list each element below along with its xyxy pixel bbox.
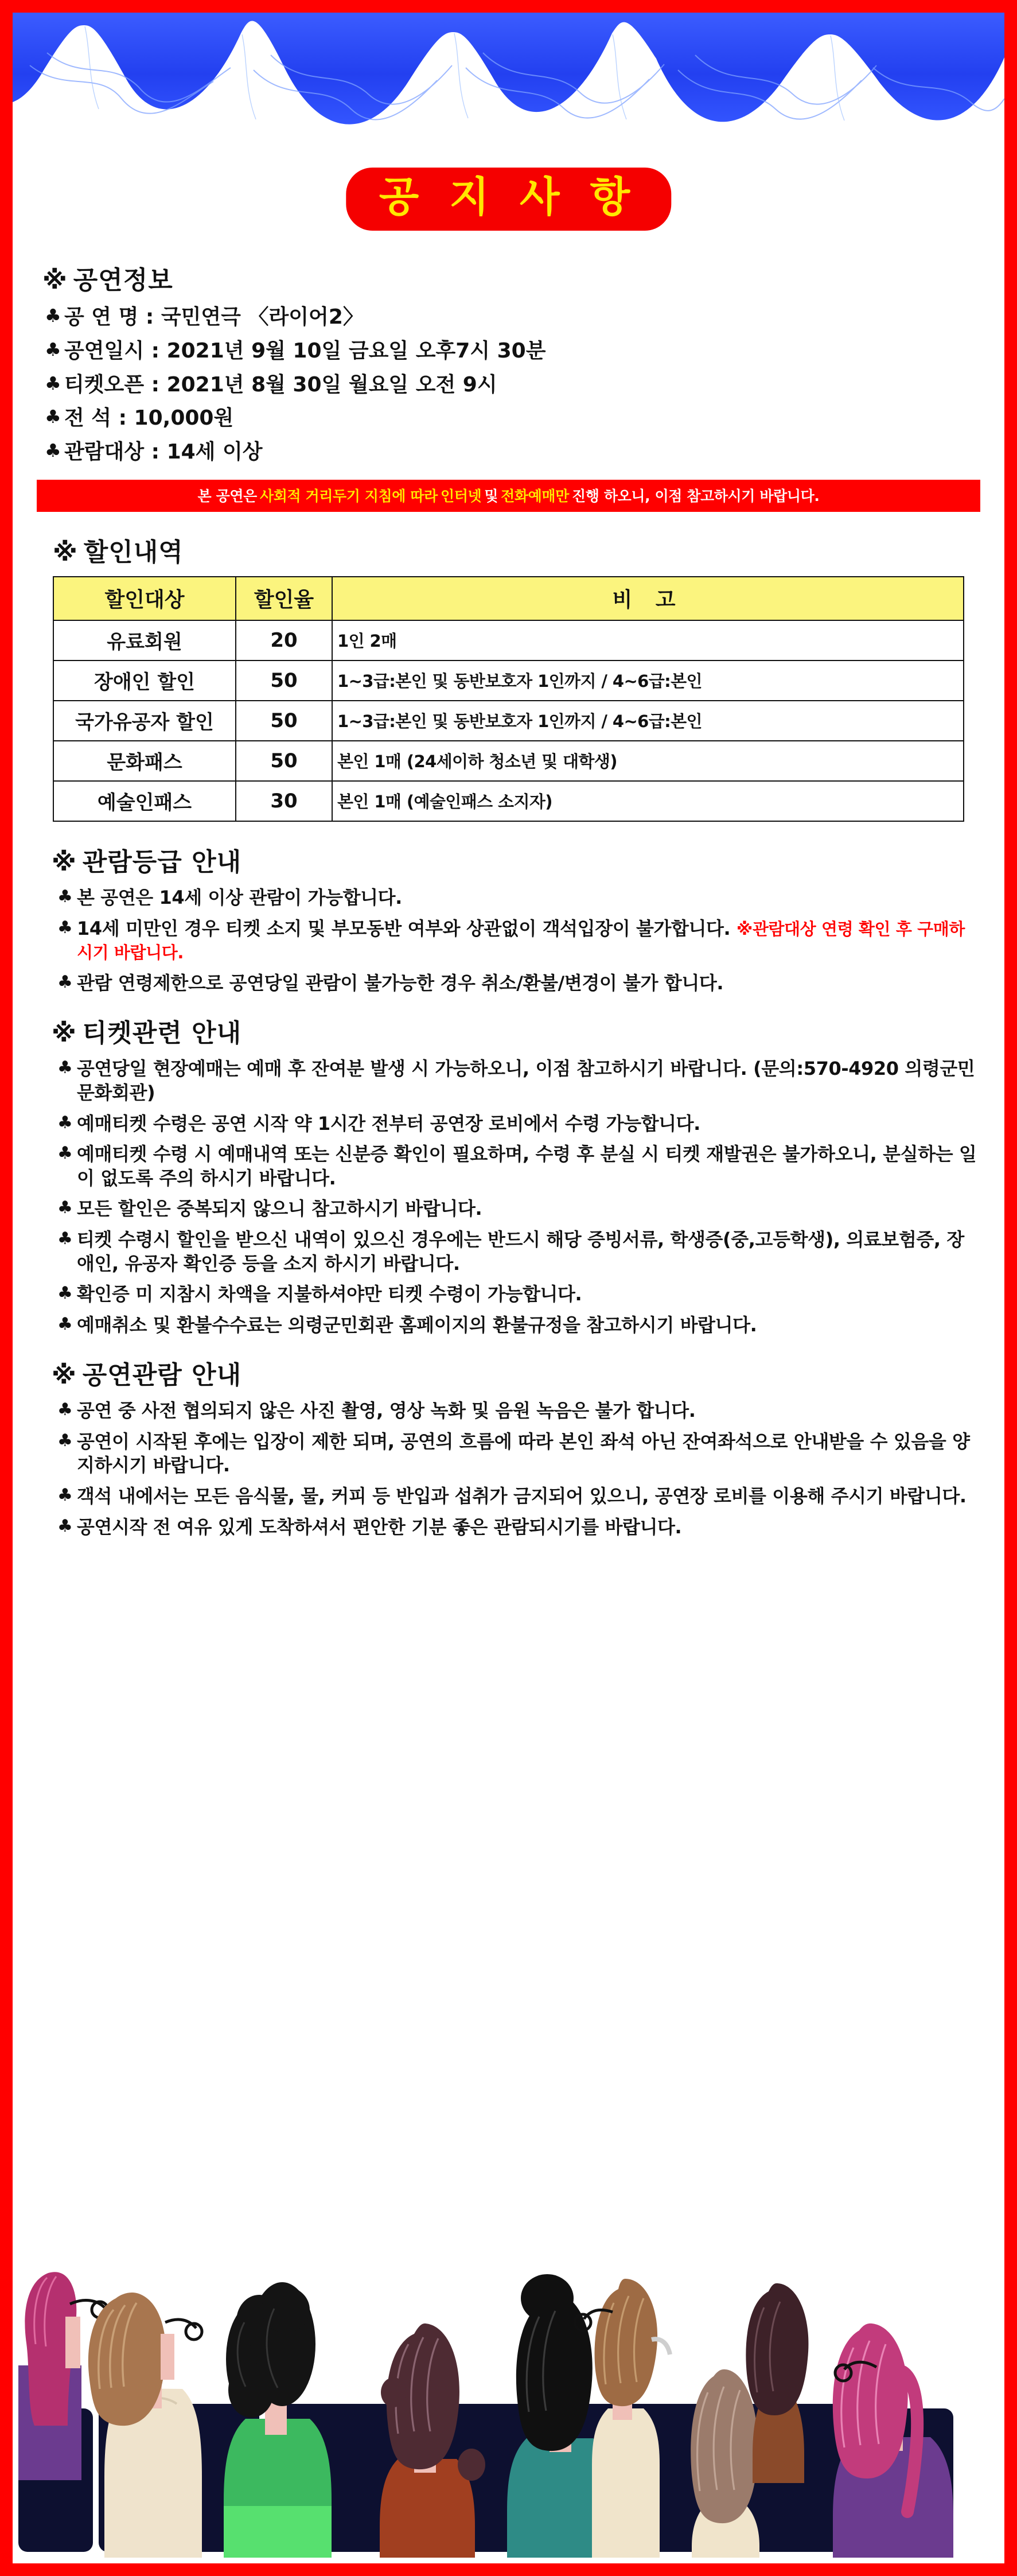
list-item [57, 1516, 980, 1540]
ticket-item-3: 모든 할인은 중복되지 않으니 참고하시기 바랍니다. [77, 1198, 482, 1220]
table-row [53, 781, 964, 821]
table-row [53, 620, 964, 660]
list-item [45, 304, 980, 331]
club-bullet-icon: ♣ [57, 1283, 73, 1304]
list-item [57, 972, 980, 996]
show-info-age: 관람대상 : 14세 이상 [64, 440, 263, 464]
covid-notice-part3: 인터넷 [440, 487, 482, 504]
rating-item-1-text: 14세 미만인 경우 티켓 소지 및 부모동반 여부와 상관없이 객석입장이 불가합니다. [77, 917, 737, 939]
section-mark-icon: ※ [52, 1019, 77, 1048]
covid-notice-part4: 및 [484, 487, 498, 504]
club-bullet-icon: ♣ [57, 1400, 73, 1420]
show-info-title: 공 연 명 : 국민연극 〈라이어2〉 [64, 305, 364, 329]
show-info-ticket-open: 티켓오픈 : 2021년 8월 30일 월요일 오전 9시 [64, 372, 497, 397]
ticket-item-5: 확인증 미 지참시 차액을 지불하셔야만 티켓 수령이 가능합니다. [77, 1283, 582, 1306]
table-row [53, 741, 964, 781]
list-item [45, 372, 980, 399]
covid-notice-part5: 전화예매만 [501, 487, 569, 504]
rating-item-0: 본 공연은 14세 이상 관람이 가능합니다. [77, 886, 402, 908]
club-bullet-icon: ♣ [45, 406, 61, 428]
covid-notice-part6: 진행 하오니, 이점 참고하시기 바랍니다. [572, 487, 820, 504]
viewing-item-1: 공연이 시작된 후에는 입장이 제한 되며, 공연의 흐름에 따라 본인 좌석 아닌 잔여좌석으로 안내받을 수 있음을 양지하시기 바랍니다. [77, 1430, 970, 1477]
section-show-info [37, 259, 980, 466]
section-rating-heading-label: 관람등급 안내 [82, 847, 242, 877]
cell-rate: 50 [236, 660, 332, 701]
cell-rate: 30 [236, 781, 332, 821]
club-bullet-icon: ♣ [57, 972, 73, 992]
list-item [57, 1314, 980, 1338]
col-header-target: 할인대상 [53, 577, 236, 620]
covid-notice-banner [37, 480, 980, 512]
rating-list [49, 886, 980, 995]
list-item [57, 886, 980, 910]
club-bullet-icon: ♣ [57, 1112, 73, 1133]
section-viewing-heading [52, 1354, 980, 1391]
viewing-item-3: 공연시작 전 여유 있게 도착하셔서 편안한 기분 좋은 관람되시기를 바랍니다. [77, 1516, 682, 1538]
section-show-info-heading-label: 공연정보 [73, 266, 173, 295]
list-item [57, 1485, 980, 1509]
discount-table [53, 576, 964, 822]
cell-rate: 20 [236, 620, 332, 660]
viewing-item-2: 객석 내에서는 모든 음식물, 물, 커피 등 반입과 섭취가 금지되어 있으니, 공연장 로비를 이용해 주시기 바랍니다. [77, 1485, 967, 1507]
col-header-remark: 비 고 [332, 577, 964, 620]
cell-remark: 1~3급:본인 및 동반보호자 1인까지 / 4~6급:본인 [332, 660, 964, 701]
table-row [53, 701, 964, 741]
list-item [45, 338, 980, 365]
cell-remark: 1인 2매 [332, 620, 964, 660]
table-row [53, 660, 964, 701]
ticket-item-4: 티켓 수령시 할인을 받으신 내역이 있으신 경우에는 반드시 해당 증빙서류, 학생증(중,고등학생), 의료보험증, 장애인, 유공자 확인증 등을 소지 하시기 바랍니다. [77, 1228, 964, 1275]
club-bullet-icon: ♣ [45, 440, 61, 462]
list-item [57, 1228, 980, 1276]
list-item [57, 1283, 980, 1307]
cell-remark: 본인 1매 (24세이하 청소년 및 대학생) [332, 741, 964, 781]
cell-rate: 50 [236, 701, 332, 741]
cell-target: 예술인패스 [53, 781, 236, 821]
table-header-row [53, 577, 964, 620]
list-item [45, 439, 980, 466]
club-bullet-icon: ♣ [57, 1228, 73, 1249]
section-viewing [37, 1354, 980, 1539]
rating-item-1-red-note: ※관람대상 연령 확인 후 구매하시기 바랍니다. [77, 919, 965, 963]
rating-item-2: 관람 연령제한으로 공연당일 관람이 불가능한 경우 취소/환불/변경이 불가 합니다. [77, 972, 724, 994]
cell-target: 문화패스 [53, 741, 236, 781]
club-bullet-icon: ♣ [57, 1143, 73, 1164]
viewing-item-0: 공연 중 사전 협의되지 않은 사진 촬영, 영상 녹화 및 음원 녹음은 불가 합니다. [77, 1400, 696, 1422]
section-mark-icon: ※ [52, 847, 77, 877]
show-info-price: 전 석 : 10,000원 [64, 406, 234, 430]
club-bullet-icon: ♣ [45, 338, 61, 360]
club-bullet-icon: ♣ [57, 1058, 73, 1078]
list-item [57, 1399, 980, 1423]
section-mark-icon: ※ [53, 537, 78, 567]
discount-table-body [53, 620, 964, 821]
section-viewing-heading-label: 공연관람 안내 [82, 1361, 242, 1390]
list-item [57, 917, 980, 965]
club-bullet-icon: ♣ [57, 1516, 73, 1536]
curtain-icon [13, 13, 1004, 156]
ticket-item-2: 예매티켓 수령 시 예매내역 또는 신분증 확인이 필요하며, 수령 후 분실 시 티켓 재발권은 불가하오니, 분실하는 일이 없도록 주의 하시기 바랍니다. [77, 1143, 977, 1189]
section-ticket-heading-label: 티켓관련 안내 [82, 1019, 242, 1048]
stage-curtain-decoration [13, 13, 1004, 156]
section-discount-heading [53, 531, 980, 568]
audience-icon [13, 2236, 1004, 2563]
section-ticket [37, 1012, 980, 1337]
poster-content [13, 259, 1004, 1546]
section-rating-heading [52, 841, 980, 878]
section-rating [37, 841, 980, 995]
cell-remark: 1~3급:본인 및 동반보호자 1인까지 / 4~6급:본인 [332, 701, 964, 741]
audience-illustration [13, 2236, 1004, 2563]
ticket-item-0: 공연당일 현장예매는 예매 후 잔여분 발생 시 가능하오니, 이점 참고하시기 바랍니다. (문의:570-4920 의령군민문화회관) [77, 1058, 975, 1104]
club-bullet-icon: ♣ [57, 886, 73, 907]
cell-target: 장애인 할인 [53, 660, 236, 701]
cell-rate: 50 [236, 741, 332, 781]
list-item [57, 1430, 980, 1478]
club-bullet-icon: ♣ [45, 372, 61, 394]
list-item [57, 1143, 980, 1190]
cell-remark: 본인 1매 (예술인패스 소지자) [332, 781, 964, 821]
show-info-datetime: 공연일시 : 2021년 9월 10일 금요일 오후7시 30분 [64, 339, 546, 363]
cell-target: 국가유공자 할인 [53, 701, 236, 741]
list-item [57, 1057, 980, 1105]
page-title: 공 지 사 항 [379, 173, 638, 221]
section-show-info-heading [42, 259, 980, 296]
section-mark-icon: ※ [52, 1361, 77, 1390]
section-discount [37, 531, 980, 822]
list-item [57, 1197, 980, 1221]
section-ticket-heading [52, 1012, 980, 1049]
ticket-list [49, 1057, 980, 1337]
cell-target: 유료회원 [53, 620, 236, 660]
page-title-banner [346, 168, 671, 231]
club-bullet-icon: ♣ [57, 1485, 73, 1506]
club-bullet-icon: ♣ [45, 305, 61, 327]
viewing-list [49, 1399, 980, 1539]
club-bullet-icon: ♣ [57, 1198, 73, 1218]
covid-notice-part1: 본 공연은 [197, 487, 257, 504]
section-discount-heading-label: 할인내역 [83, 537, 184, 567]
list-item [45, 405, 980, 432]
section-mark-icon: ※ [42, 266, 68, 295]
club-bullet-icon: ♣ [57, 917, 73, 938]
show-info-list [37, 304, 980, 466]
ticket-item-6: 예매취소 및 환불수수료는 의령군민회관 홈페이지의 환불규정을 참고하시기 바랍니다. [77, 1314, 757, 1336]
list-item [57, 1112, 980, 1136]
club-bullet-icon: ♣ [57, 1430, 73, 1451]
rating-item-1 [77, 917, 980, 965]
covid-notice-part2: 사회적 거리두기 지침에 따라 [259, 487, 438, 504]
discount-table-head [53, 577, 964, 620]
ticket-item-1: 예매티켓 수령은 공연 시작 약 1시간 전부터 공연장 로비에서 수령 가능합니다. [77, 1112, 700, 1134]
club-bullet-icon: ♣ [57, 1314, 73, 1334]
col-header-rate: 할인율 [236, 577, 332, 620]
